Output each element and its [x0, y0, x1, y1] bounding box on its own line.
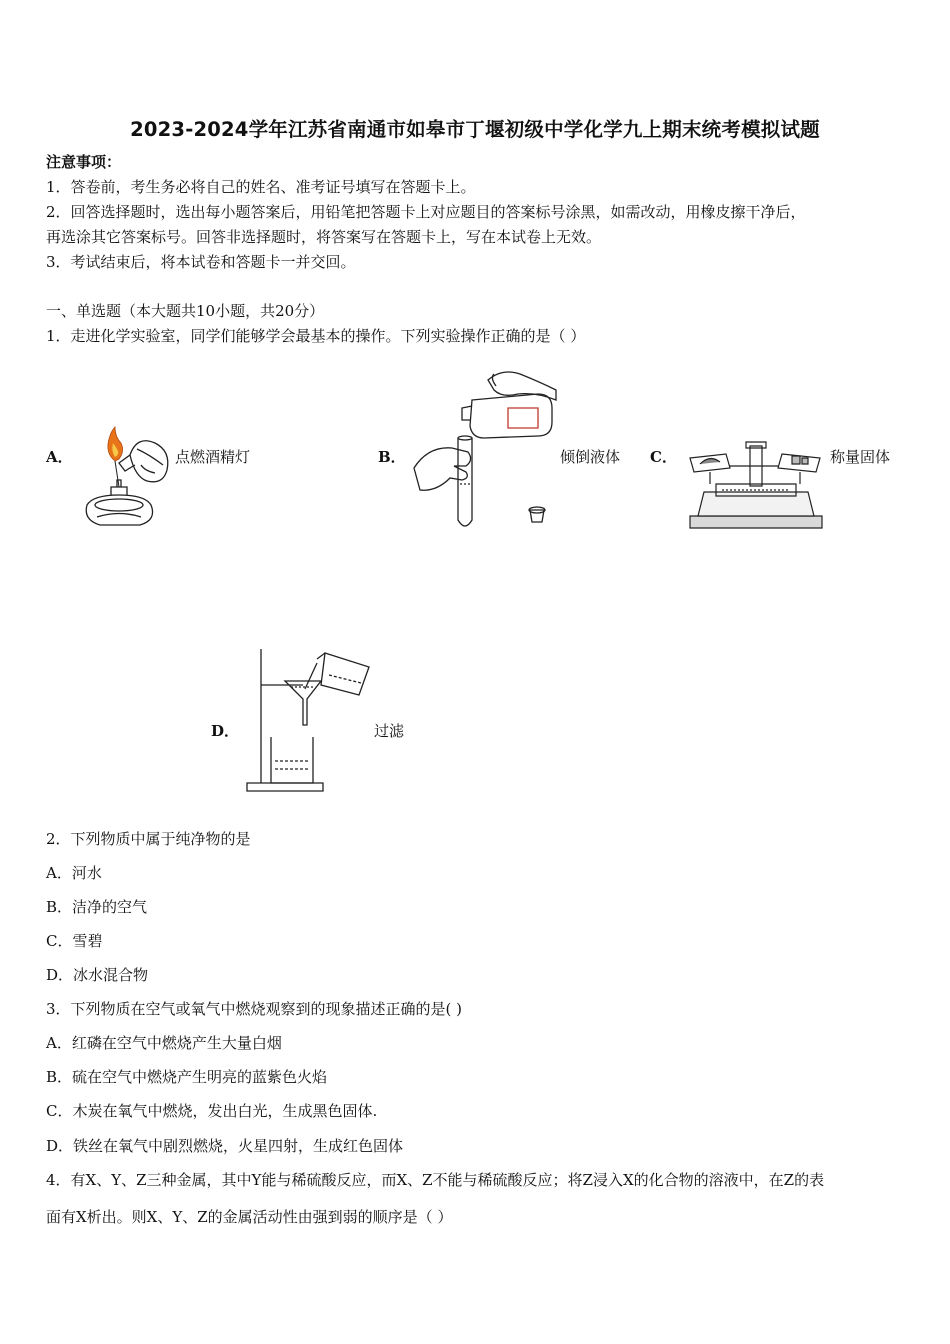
q2-option: D．冰水混合物 — [46, 966, 149, 984]
question-3-stem: 3．下列物质在空气或氧气中燃烧观察到的现象描述正确的是( ) — [46, 1000, 463, 1018]
question-4-stem-line1: 4．有X、Y、Z三种金属，其中Y能与稀硫酸反应，而X、Z不能与稀硫酸反应；将Z浸入X的化合物的溶液中，在Z的表 — [46, 1171, 825, 1189]
figure-alcohol-lamp — [75, 425, 175, 530]
notice-item: 再选涂其它答案标号。回答非选择题时，将答案写在答题卡上，写在本试卷上无效。 — [46, 228, 602, 246]
q1-option-b-caption: 倾倒液体 — [560, 448, 621, 466]
notice-item: 1．答卷前，考生务必将自己的姓名、准考证号填写在答题卡上。 — [46, 178, 476, 196]
q1-option-c-letter: C． — [650, 448, 677, 466]
q2-option: B．洁净的空气 — [46, 898, 148, 916]
section-heading: 一、单选题（本大题共10小题，共20分） — [46, 302, 325, 320]
q3-option: A．红磷在空气中燃烧产生大量白烟 — [46, 1034, 282, 1052]
q1-option-a-letter: A． — [46, 448, 73, 466]
q2-option: A．河水 — [46, 864, 102, 882]
figure-filtration — [245, 645, 375, 795]
page-title: 2023-2024学年江苏省南通市如皋市丁堰初级中学化学九上期末统考模拟试题 — [130, 118, 820, 141]
q1-option-a-caption: 点燃酒精灯 — [175, 448, 251, 466]
notice-item: 3．考试结束后，将本试卷和答题卡一并交回。 — [46, 253, 356, 271]
question-4-stem-line2: 面有X析出。则X、Y、Z的金属活动性由强到弱的顺序是（ ） — [46, 1208, 453, 1226]
q1-option-d-caption: 过滤 — [374, 722, 405, 740]
question-2-stem: 2．下列物质中属于纯净物的是 — [46, 830, 251, 848]
q1-option-c-caption: 称量固体 — [830, 448, 891, 466]
q3-option: D．铁丝在氧气中剧烈燃烧，火星四射，生成红色固体 — [46, 1137, 404, 1155]
notice-item: 2．回答选择题时，选出每小题答案后，用铅笔把答题卡上对应题目的答案标号涂黑，如需改动，用橡皮擦干净后， — [46, 203, 806, 221]
q3-option: C．木炭在氧气中燃烧，发出白光，生成黑色固体. — [46, 1102, 378, 1120]
notice-heading: 注意事项： — [46, 153, 122, 171]
figure-pouring-liquid — [410, 360, 560, 532]
q1-option-d-letter: D． — [211, 722, 240, 740]
q1-option-b-letter: B． — [378, 448, 406, 466]
q2-option: C．雪碧 — [46, 932, 103, 950]
question-1-stem: 1．走进化学实验室，同学们能够学会最基本的操作。下列实验操作正确的是（ ） — [46, 327, 586, 345]
q3-option: B．硫在空气中燃烧产生明亮的蓝紫色火焰 — [46, 1068, 328, 1086]
figure-balance — [686, 432, 826, 532]
